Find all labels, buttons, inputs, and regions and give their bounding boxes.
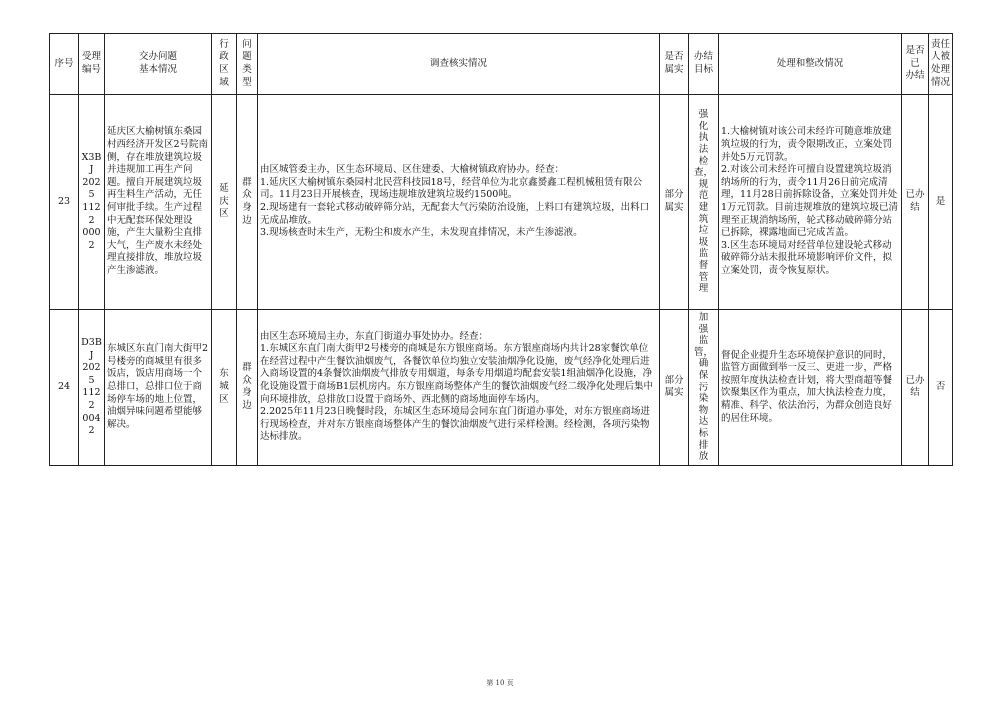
cell-seq: 24 (50, 310, 79, 466)
cell-investigation (258, 310, 660, 466)
cell-code: D3BJ 2025 1122 0042 (79, 310, 105, 466)
table-header-row (50, 34, 953, 95)
handling-line: 2.对该公司未经许可擅自设置建筑垃圾消纳场所的行为，责令11月26日前完成清理，11月28日前拆除设备，立案处罚并处1万元罚款。目前违规堆放的建筑垃圾已清理至正规消纳场所，轮式移动破碎筛分站已拆除，裸露地面已完成苫盖。 (721, 164, 899, 239)
cell-handling (719, 310, 902, 466)
cell-issue: 东城区东直门南大街甲2号楼旁的商城里有很多饭店，饭店用商场一个总排口，总排口位于商场停车场的地上位置，油烟异味问题希望能够解决。 (105, 310, 212, 466)
table-row (50, 95, 953, 310)
investigation-line: 3.现场核查时未生产，无粉尘和废水产生，未发现直排情况，未产生渗滤液。 (260, 227, 583, 239)
page-number: 第 10 页 (486, 679, 514, 687)
header-accountable: 责任 人被 处理 情况 (929, 34, 953, 95)
investigation-line: 由区生态环境局主办，东直门街道办事处协办。经查： (260, 330, 489, 342)
cell-code: X3BJ 2025 1122 0002 (79, 95, 105, 310)
cell-investigation (258, 95, 660, 310)
header-district: 行 政 区 域 (212, 34, 237, 95)
cell-goal: 强 化 执 法 检 查， 规 范 建 筑 垃 圾 监 督 管 理 (689, 95, 719, 310)
handling-line: 督促企业提升生态环境保护意识的同时，监管方面做到举一反三、更进一步，严格按照年度执法检查计划，将大型商超等餐饮聚集区作为重点，加大执法检查力度，精准、科学、依法治污，为群众创造良好的居住环境。 (721, 349, 893, 424)
cell-seq: 23 (50, 95, 79, 310)
header-code: 受理 编号 (79, 34, 105, 95)
investigation-line: 2.现场建有一套轮式移动破碎筛分站，无配套大气污染防治设施，上料口有建筑垃圾，出料口无成品堆放。 (260, 202, 650, 226)
complaint-table (49, 33, 953, 466)
cell-type: 群 众 身 边 (237, 310, 258, 466)
header-issue: 交办问题 基本情况 (105, 34, 212, 95)
handling-line: 3.区生态环境局对经营单位建设轮式移动破碎筛分站未报批环境影响评价文件，拟立案处罚，责令恢复原状。 (721, 239, 893, 276)
cell-closed: 已办 结 (902, 310, 929, 466)
investigation-line: 2.2025年11月23日晚餐时段，东城区生态环境局会同东直门街道办事处，对东方银座商场进行现场检查，并对东方银座商场整体产生的餐饮油烟废气进行采样检测。经检测，各项污染物达标排放。 (260, 406, 650, 443)
cell-verified: 部分 属实 (660, 95, 689, 310)
cell-type: 群 众 身 边 (237, 95, 258, 310)
investigation-line: 1.东城区东直门南大街甲2号楼旁的商城是东方银座商场。东方银座商场内共计28家餐饮单位在经营过程中产生餐饮油烟废气，各餐饮单位均独立安装油烟净化设施，废气经净化处理后进入商场设置的4条餐饮油烟废气排放专用烟道，每条专用烟道均配套安装1组油烟净化设施，净化设施设置于商场B1层机房内。东方银座商场整体产生的餐饮油烟废气经二级净化处理后集中向环境排放，总排放口设置于商场外、西北侧的商场地面停车场内。 (260, 343, 654, 405)
cell-district: 东 城 区 (212, 310, 237, 466)
cell-closed: 已办 结 (902, 95, 929, 310)
cell-accountable: 否 (929, 310, 953, 466)
cell-district: 延 庆 区 (212, 95, 237, 310)
handling-line: 1.大榆树镇对该公司未经许可随意堆放建筑垃圾的行为，责令限期改正，立案处罚并处5万元罚款。 (721, 126, 893, 163)
cell-goal: 加 强 监 管， 确 保 污 染 物 达 标 排 放 (689, 310, 719, 466)
cell-issue: 延庆区大榆树镇东桑园村西经济开发区2号院南侧，存在堆放建筑垃圾并违规加工再生产问题。擅自开展建筑垃圾再生料生产活动，无任何审批手续。生产过程中无配套环保处理设施，产生大量粉尘直排大气，生产废水未经处理直接排放，堆放垃圾产生渗滤液。 (105, 95, 212, 310)
header-type: 问 题 类 型 (237, 34, 258, 95)
header-verified: 是否 属实 (660, 34, 689, 95)
header-investigation: 调查核实情况 (258, 34, 660, 95)
header-handling: 处理和整改情况 (719, 34, 902, 95)
investigation-line: 1.延庆区大榆树镇东桑园村北民营科技园18号，经营单位为北京鑫赟鑫工程机械租赁有限公司。11月23日开展核查，现场违规堆放建筑垃圾约1500吨。 (260, 176, 643, 201)
header-goal: 办结 目标 (689, 34, 719, 95)
table-row (50, 310, 953, 466)
cell-verified: 部分 属实 (660, 310, 689, 466)
investigation-line: 由区城管委主办，区生态环境局、区住建委、大榆树镇政府协办。经查： (260, 164, 565, 176)
cell-handling (719, 95, 902, 310)
cell-accountable: 是 (929, 95, 953, 310)
header-seq: 序号 (50, 34, 79, 95)
header-closed: 是否 已 办结 (902, 34, 929, 95)
